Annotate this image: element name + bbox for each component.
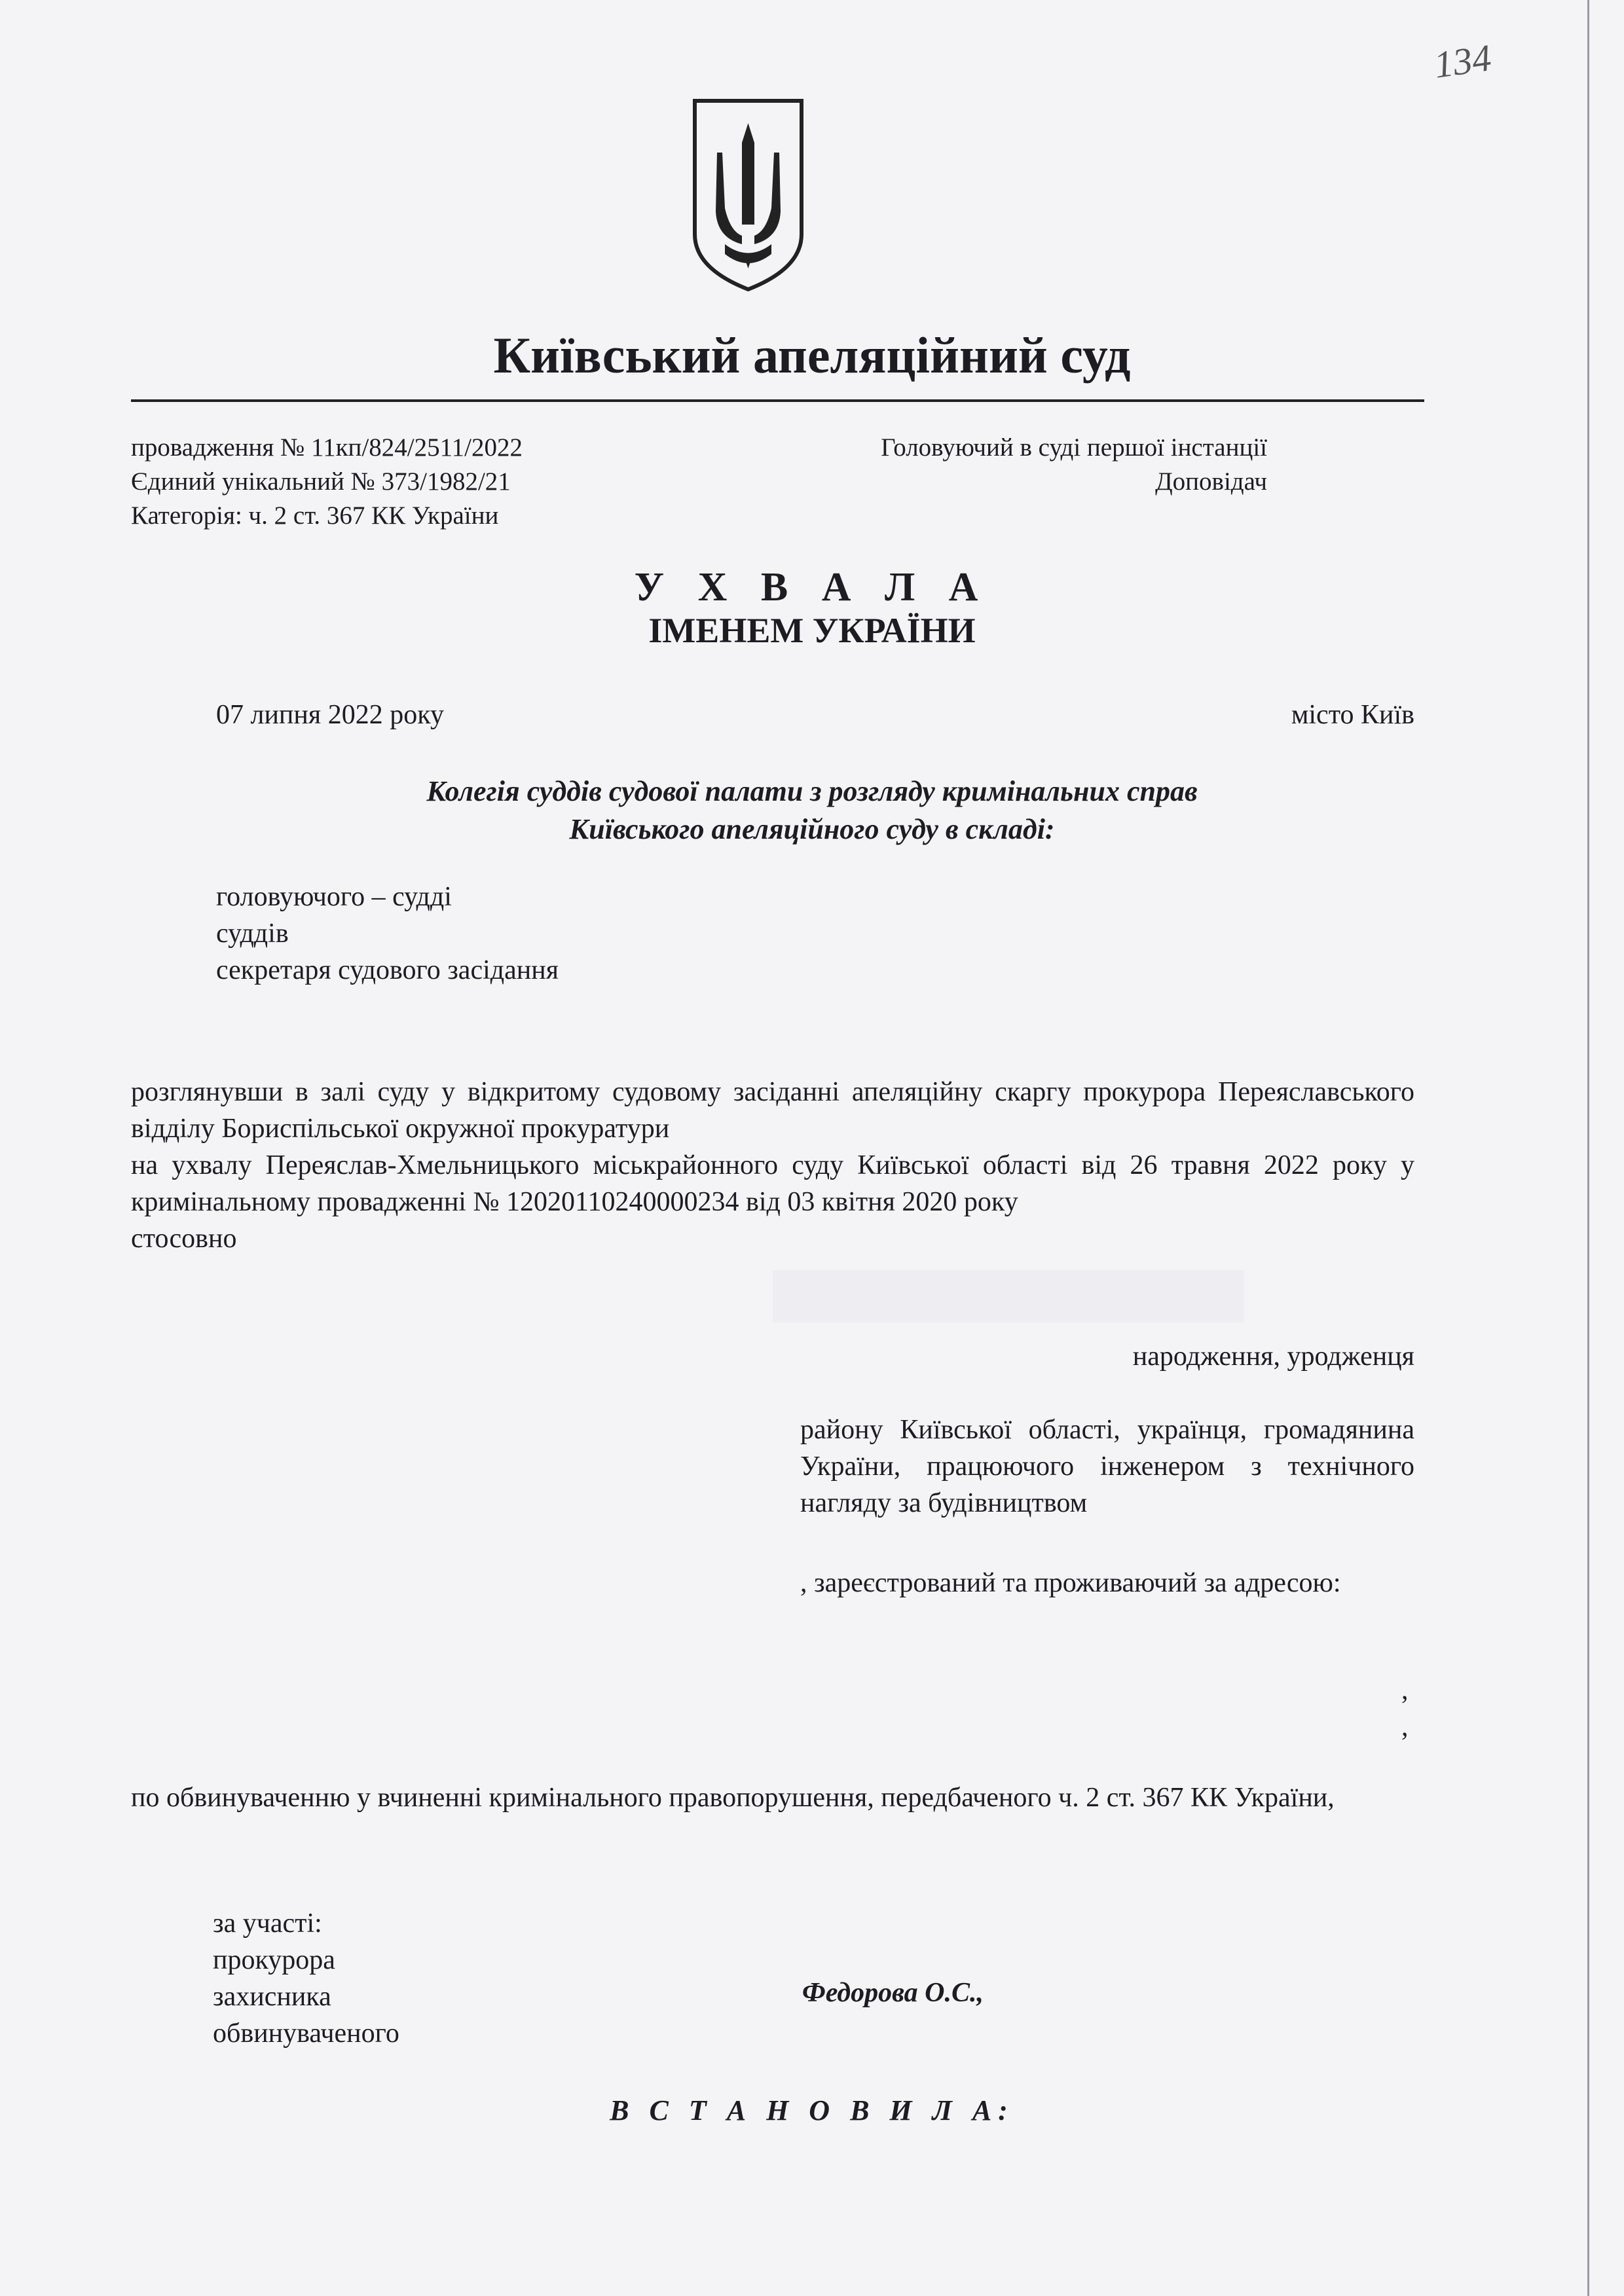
role-secretary: секретаря судового засідання <box>216 955 559 985</box>
court-name: Київський апеляційний суд <box>493 327 1131 384</box>
participation-label: за участі: <box>213 1908 322 1939</box>
participation-list <box>213 1905 399 2052</box>
participant-defender: захисника <box>213 1982 331 2012</box>
proceeding-number: провадження № 11кп/824/2511/2022 <box>131 433 523 462</box>
person-birth: народження, уродженця <box>1132 1341 1414 1372</box>
page-number: 134 <box>1431 36 1494 86</box>
established-heading: В С Т А Н О В И Л А: <box>610 2094 1014 2126</box>
header-divider <box>131 399 1424 402</box>
body-paragraph-ruling: на ухвалу Переяслав-Хмельницького міськрайонного суду Київської області від 26 травня 2022 року у кримінальному провадженні № 12020110240000234 від 03 квітня 2020 року <box>131 1150 1414 1217</box>
case-meta-right <box>773 431 1267 499</box>
panel-line-2: Київського апеляційного суду в складі: <box>569 813 1055 845</box>
case-meta-left <box>131 431 523 533</box>
defender-name: Федорова О.С., <box>802 1978 984 2008</box>
panel-roles <box>216 879 559 989</box>
body-paragraph-appeal: розглянувши в залі суду у відкритому судовому засіданні апеляційну скаргу прокурора Переяславського відділу Бориспільської окружної прокуратури <box>131 1077 1414 1144</box>
unique-number: Єдиний унікальний № 373/1982/21 <box>131 467 511 496</box>
participant-prosecutor: прокурора <box>213 1945 335 1975</box>
panel-composition <box>0 773 1624 848</box>
first-instance-judge-label: Головуючий в суді першої інстанції <box>881 433 1267 462</box>
person-details: району Київської області, українця, громадянина України, працюючого інженером з технічного нагляду за будівництвом <box>800 1415 1414 1518</box>
document-type: У Х В А Л А <box>634 565 990 610</box>
trident-coat-of-arms-icon <box>691 97 805 293</box>
address-comma-2: , <box>1401 1712 1409 1742</box>
reporter-label: Доповідач <box>1155 467 1267 496</box>
role-judges: суддів <box>216 919 289 949</box>
ruling-city: місто Київ <box>1291 700 1414 730</box>
role-presiding-judge: головуючого – судді <box>216 882 452 912</box>
body-paragraph-regarding: стосовно <box>131 1224 237 1254</box>
participant-accused: обвинуваченого <box>213 2018 399 2049</box>
ruling-date: 07 липня 2022 року <box>216 700 445 730</box>
address-comma-1: , <box>1401 1675 1409 1705</box>
document-subtitle: ІМЕНЕМ УКРАЇНИ <box>648 611 976 650</box>
person-residence: , зареєстрований та проживаючий за адресою: <box>800 1568 1341 1598</box>
category: Категорія: ч. 2 ст. 367 КК України <box>131 501 499 530</box>
redacted-area <box>773 1270 1244 1322</box>
panel-line-1: Колегія суддів судової палати з розгляду кримінальних справ <box>426 775 1198 807</box>
charge-paragraph: по обвинуваченню у вчиненні кримінального правопорушення, передбаченого ч. 2 ст. 367 КК України, <box>131 1783 1335 1813</box>
